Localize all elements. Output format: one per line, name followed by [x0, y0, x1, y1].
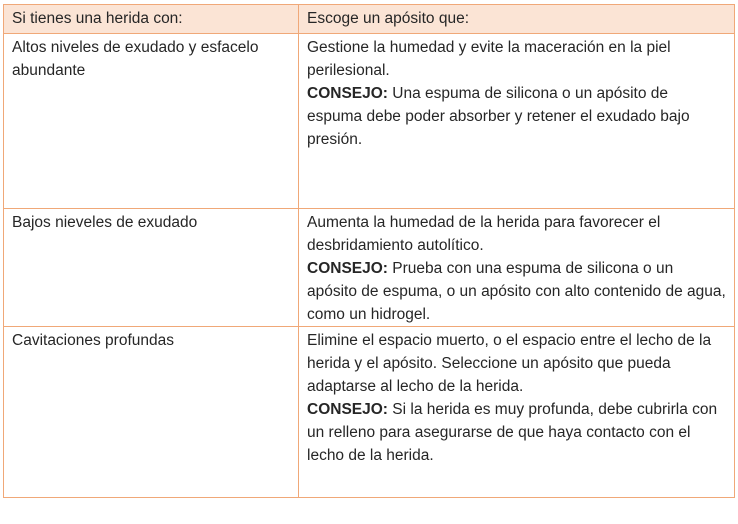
tip-text: Una espuma de silicona o un apósito de espuma debe poder absorber y retener el exudado bajo presión. — [307, 85, 690, 148]
condition-cell: Cavitaciones profundas — [4, 327, 299, 498]
recommendation-cell — [299, 34, 735, 209]
recommendation-text: Aumenta la humedad de la herida para favorecer el desbridamiento autolítico. — [307, 214, 661, 254]
recommendation-cell — [299, 327, 735, 498]
tip-label: CONSEJO: — [307, 260, 388, 277]
header-row — [4, 5, 735, 34]
recommendation-text: Gestione la humedad y evite la maceración en la piel perilesional. — [307, 39, 671, 79]
tip-label: CONSEJO: — [307, 401, 388, 418]
condition-cell: Altos niveles de exudado y esfacelo abundante — [4, 34, 299, 209]
tip-text: Si la herida es muy profunda, debe cubrirla con un relleno para asegurarse de que haya contacto con el lecho de la herida. — [307, 401, 718, 464]
recommendation-text: Elimine el espacio muerto, o el espacio entre el lecho de la herida y el apósito. Seleccione un apósito que pueda adaptarse al lecho de la herida. — [307, 332, 712, 395]
wound-dressing-table — [3, 4, 735, 498]
header-condition: Si tienes una herida con: — [4, 5, 299, 34]
table-row — [4, 34, 735, 209]
table-row — [4, 327, 735, 498]
recommendation-cell — [299, 209, 735, 327]
table-row — [4, 209, 735, 327]
tip-text: Prueba con una espuma de silicona o un apósito de espuma, o un apósito con alto contenido de agua, como un hidrogel. — [307, 260, 726, 323]
tip-label: CONSEJO: — [307, 85, 388, 102]
condition-cell: Bajos nieveles de exudado — [4, 209, 299, 327]
header-dressing: Escoge un apósito que: — [299, 5, 735, 34]
